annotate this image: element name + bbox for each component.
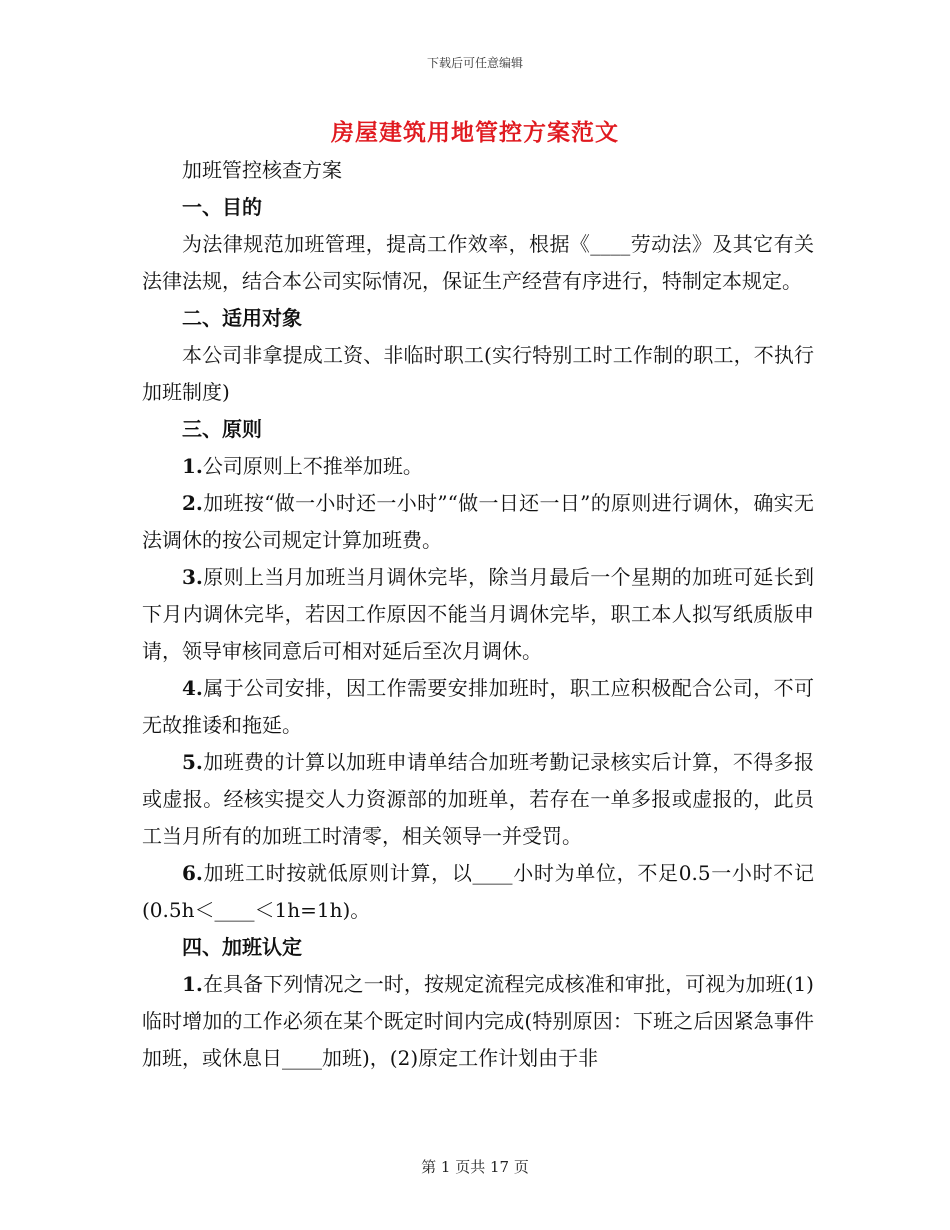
item-number: 6. — [182, 861, 203, 885]
list-item — [142, 744, 814, 855]
item-number: 2. — [182, 491, 203, 515]
item-text: 在具备下列情况之一时，按规定流程完成核准和审批，可视为加班(1)临时增加的工作必须在某个既定时间内完成(特别原因：下班之后因紧急事件加班，或休息日____加班)，(2)原定工作计划由于非 — [142, 972, 814, 1070]
item-text: 加班按“做一小时还一小时”“做一日还一日”的原则进行调休，确实无法调休的按公司规定计算加班费。 — [142, 491, 814, 552]
document-subtitle: 加班管控核查方案 — [182, 158, 342, 182]
list-item — [142, 670, 814, 744]
item-number: 5. — [182, 750, 203, 774]
list-item — [142, 485, 814, 559]
item-number: 4. — [182, 676, 203, 700]
list-item — [142, 448, 814, 485]
document-body — [142, 152, 814, 1077]
section-heading-overtime-recognition: 四、加班认定 — [182, 935, 302, 959]
item-text: 加班工时按就低原则计算，以____小时为单位，不足0.5一小时不记(0.5h＜____＜1h=1h)。 — [142, 861, 814, 922]
list-item — [142, 855, 814, 929]
item-text: 原则上当月加班当月调休完毕，除当月最后一个星期的加班可延长到下月内调休完毕，若因工作原因不能当月调休完毕，职工本人拟写纸质版申请，领导审核同意后可相对延后至次月调休。 — [142, 565, 814, 663]
item-text: 加班费的计算以加班申请单结合加班考勤记录核实后计算，不得多报或虚报。经核实提交人力资源部的加班单，若存在一单多报或虚报的，此员工当月所有的加班工时清零，相关领导一并受罚。 — [142, 750, 814, 848]
section-heading-scope: 二、适用对象 — [182, 306, 302, 330]
paragraph: 为法律规范加班管理，提高工作效率，根据《____劳动法》及其它有关法律法规，结合本公司实际情况，保证生产经营有序进行，特制定本规定。 — [142, 232, 814, 293]
section-heading-principles: 三、原则 — [182, 417, 262, 441]
page-footer: 第 1 页共 17 页 — [421, 1158, 529, 1176]
item-number: 1. — [182, 972, 203, 996]
item-text: 属于公司安排，因工作需要安排加班时，职工应积极配合公司，不可无故推诿和拖延。 — [142, 676, 814, 737]
header-note: 下载后可任意编辑 — [426, 56, 523, 70]
paragraph: 本公司非拿提成工资、非临时职工(实行特别工时工作制的职工，不执行加班制度) — [142, 343, 814, 404]
list-item — [142, 966, 814, 1077]
document-title: 房屋建筑用地管控方案范文 — [331, 119, 619, 146]
item-number: 1. — [182, 454, 203, 478]
section-heading-purpose: 一、目的 — [182, 195, 262, 219]
item-number: 3. — [182, 565, 203, 589]
item-text: 公司原则上不推举加班。 — [202, 454, 423, 478]
list-item — [142, 559, 814, 670]
